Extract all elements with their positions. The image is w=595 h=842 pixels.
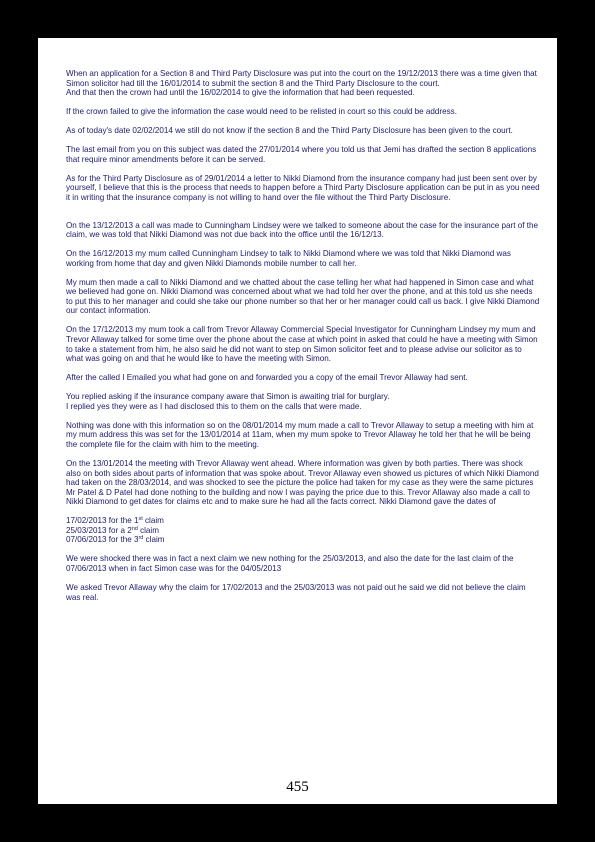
paragraph: On the 17/12/2013 my mum took a call from Trevor Allaway Commercial Special Investigator for Cunningham Lindsey my mum and Trevor Allaway talked for some time over the phone about the case at which point in asked that could he have a meeting with Simon to take a statement from him, he also said he did not want to step on Simon solicitor feet and to please advise our solicitor as to what was going on and that he would like to have the meeting with Simon. — [66, 325, 538, 364]
paragraph: As of today's date 02/02/2014 we still do not know if the section 8 and the Third Party Disclosure has been given to the court. — [66, 126, 513, 136]
paragraph: After the called I Emailed you what had gone on and forwarded you a copy of the email Trevor Allaway had sent. — [66, 373, 468, 383]
claim-line: 07/06/2013 for the 3rd claim — [66, 535, 165, 545]
claim-line: 25/03/2013 for a 2nd claim — [66, 525, 159, 535]
paragraph: We were shocked there was in fact a next claim we new nothing for the 25/03/2013, and also the date for the last claim of the 07/06/2013 when in fact Simon case was for the 04/05/2013 — [66, 554, 514, 574]
paragraph: You replied asking if the insurance company aware that Simon is awaiting trial for burglary. I replied yes they were as I had disclosed this to them on the calls that were made. — [66, 392, 390, 411]
paragraph: The last email from you on this subject was dated the 27/01/2014 where you told us that Jemi has drafted the section 8 applications that require minor amendments before it can be served. — [66, 145, 537, 164]
paragraph: If the crown failed to give the information the case would need to be relisted in court so this could be address. — [66, 107, 457, 117]
paragraph: On the 13/12/2013 a call was made to Cunningham Lindsey were we talked to someone about the case for the insurance part of the claim, we was told that Nikki Diamond was not due back into the office until the 16/12/13. — [66, 220, 538, 240]
claim-line: 17/02/2013 for the 1st claim — [66, 516, 164, 526]
page-number: 455 — [286, 779, 309, 795]
document-page — [38, 38, 557, 804]
paragraph: Nothing was done with this information so on the 08/01/2014 my mum made a call to Trevor Allaway to setup a meeting with him at my mum address this was set for the 13/01/2014 at 11am, when my mum spoke to Trevor Allaway he told her that he will be being the complete file for the claim with him to the meeting. — [66, 420, 534, 449]
claims-list — [66, 516, 540, 545]
paragraph: On the 13/01/2014 the meeting with Trevor Allaway went ahead. Where information was given by both parties. There was shock also on both sides about parts of information that was spoke about. Trevor Allaway even showed us pictures of which Nikki Diamond had taken on the 28/03/2014, and was shocked to see the picture the police had taken for my case as they were the same pictures Mr Patel & D Patel had done nothing to the building and now I was paying the price due to this. Trevor Allaway also made a call to Nikki Diamond to get dates for claims etc and to make sure he had all the facts correct. Nikki Diamond gave the dates of — [66, 458, 539, 507]
letter-body — [66, 69, 540, 602]
paragraph: When an application for a Section 8 and Third Party Disclosure was put into the court on the 19/12/2013 there was a time given that Simon solicitor had till the 16/01/2014 to submit the section 8 and the Third Party Disclosure to the court. And that then the crown had until the 16/02/2014 to give the information that had been requested. — [66, 69, 537, 98]
paragraph: My mum then made a call to Nikki Diamond and we chatted about the case telling her what had happened in Simon case and what we believed had gone on. Nikki Diamond was concerned about what we had told her over the phone, and at this told us she needs to put this to her manager and could she take our phone number so that her or her manager could call us back. I give Nikki Diamond our contact information. — [66, 277, 540, 316]
paragraph: As for the Third Party Disclosure as of 29/01/2014 a letter to Nikki Diamond from the insurance company had just been sent over by yourself, I believe that this is the process that needs to happen before a Third Party Disclosure application can be put in as you need it in writing that the insurance company is not willing to hand over the file without the Third Party Disclosure. — [66, 173, 540, 202]
paragraph: We asked Trevor Allaway why the claim for 17/02/2013 and the 25/03/2013 was not paid out he said we did not believe the claim was real. — [66, 583, 526, 602]
paragraph: On the 16/12/2013 my mum called Cunningham Lindsey to talk to Nikki Diamond where we was told that Nikki Diamond was working from home that day and given Nikki Diamonds mobile number to call her. — [66, 249, 511, 268]
